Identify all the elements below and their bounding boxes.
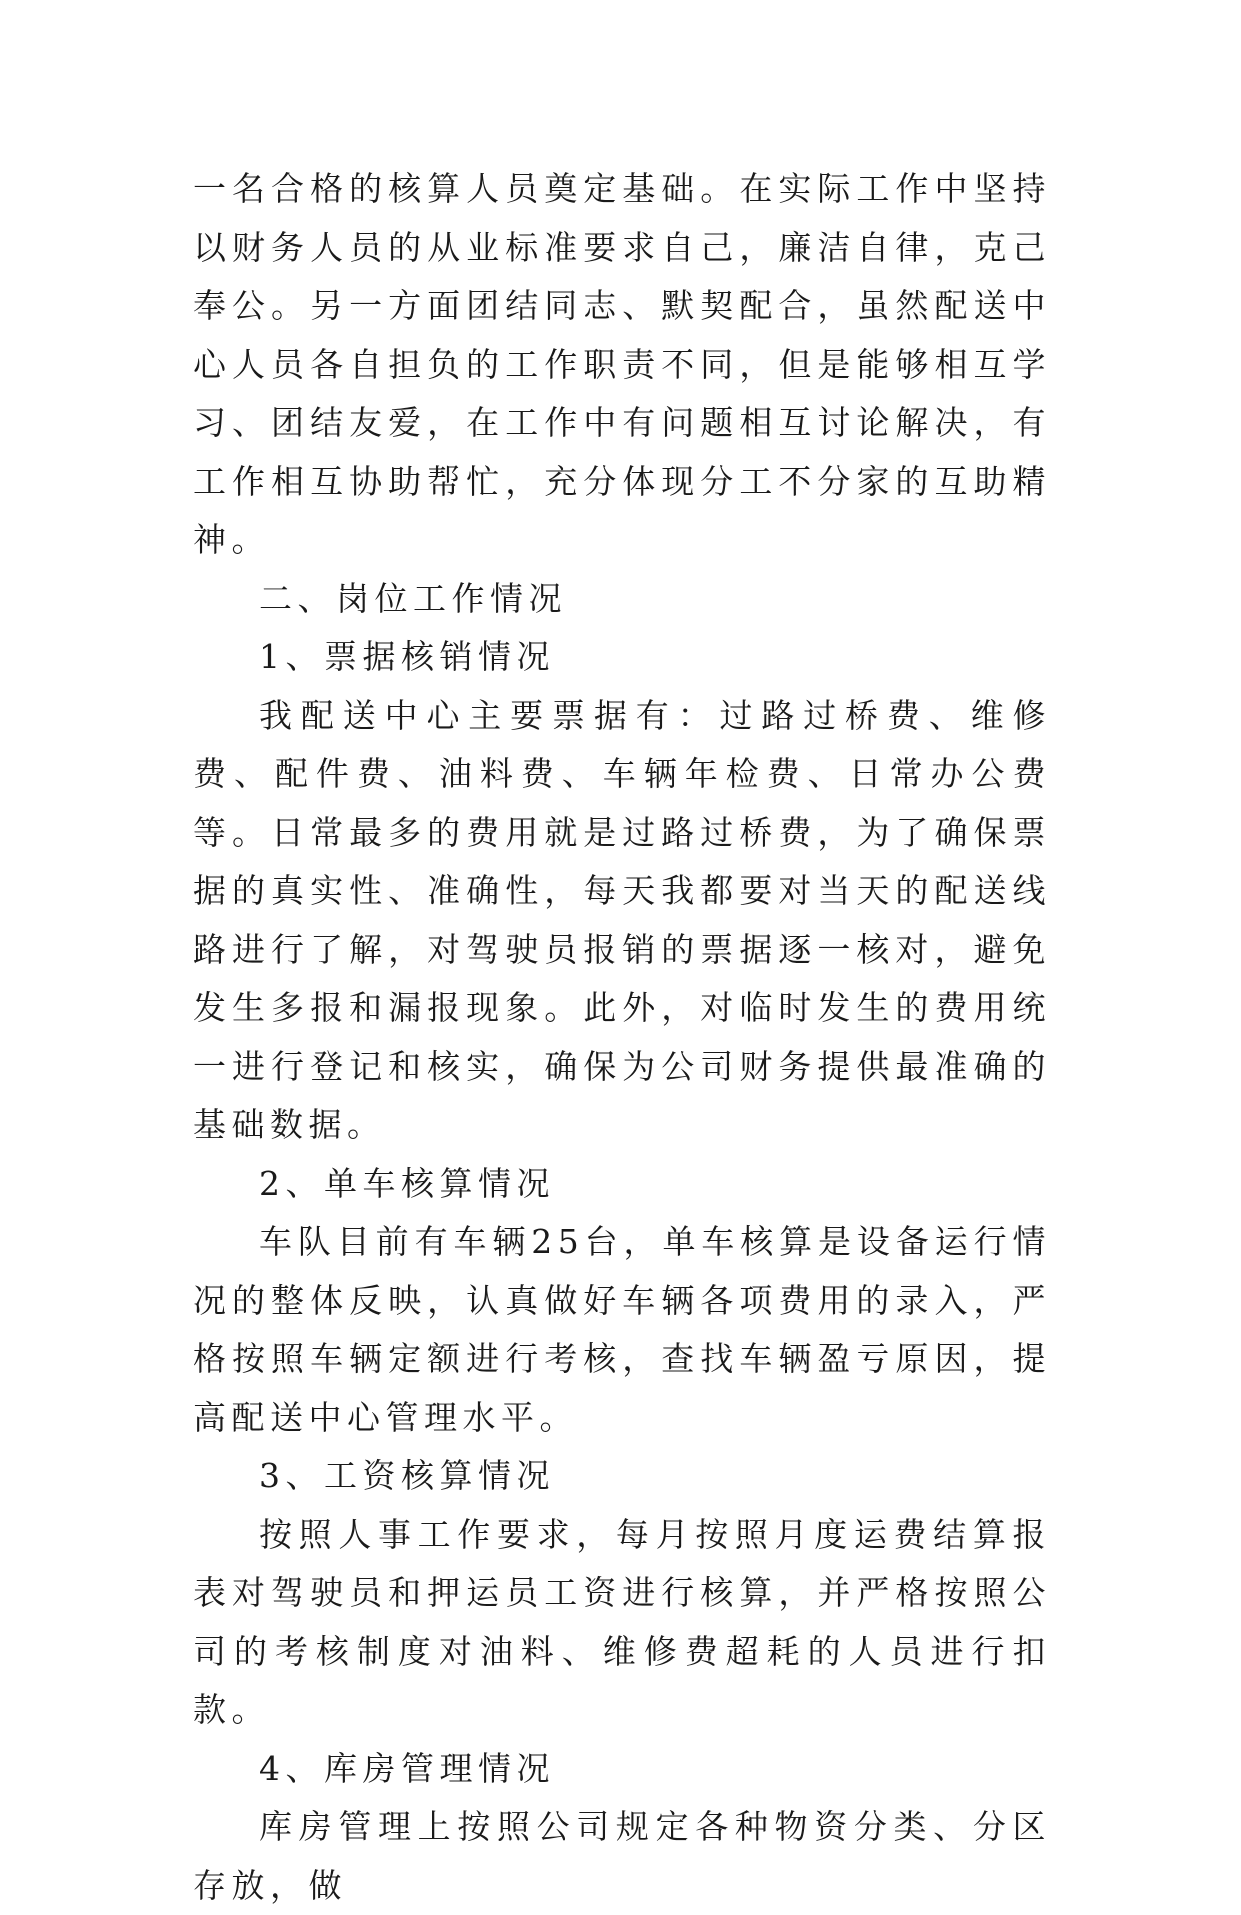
subheading-receipt-verification: 1、票据核销情况 (259, 637, 555, 676)
paragraph-vehicle-accounting: 车队目前有车辆25台，单车核算是设备运行情况的整体反映，认真做好车辆各项费用的录入，严格按照车辆定额进行考核，查找车辆盈亏原因，提高配送中心管理水平。 (193, 1222, 1051, 1437)
subheading-warehouse-management: 4、库房管理情况 (259, 1748, 555, 1788)
paragraph-continued: 一名合格的核算人员奠定基础。在实际工作中坚持以财务人员的从业标准要求自己，廉洁自律，克己奉公。另一方面团结同志、默契配合，虽然配送中心人员各自担负的工作职责不同，但是能够相互学习、团结友爱，在工作中有问题相互讨论解决，有工作相互协助帮忙，充分体现分工不分家的互助精神。 (193, 169, 1051, 559)
paragraph-warehouse-management: 库房管理上按照公司规定各种物资分类、分区存放，做 (193, 1807, 1051, 1905)
paragraph-receipt-verification: 我配送中心主要票据有：过路过桥费、维修费、配件费、油料费、车辆年检费、日常办公费等。日常最多的费用就是过路过桥费，为了确保票据的真实性、准确性，每天我都要对当天的配送线路进行了解，对驾驶员报销的票据逐一核对，避免发生多报和漏报现象。此外，对临时发生的费用统一进行登记和核实，确保为公司财务提供最准确的基础数据。 (193, 695, 1051, 1144)
subheading-vehicle-accounting: 2、单车核算情况 (259, 1163, 555, 1203)
section-heading-job-work: 二、岗位工作情况 (259, 578, 567, 618)
document-body (193, 160, 1051, 1915)
paragraph-payroll-accounting: 按照人事工作要求，每月按照月度运费结算报表对驾驶员和押运员工资进行核算，并严格按照公司的考核制度对油料、维修费超耗的人员进行扣款。 (193, 1514, 1051, 1729)
subheading-payroll-accounting: 3、工资核算情况 (259, 1456, 555, 1495)
